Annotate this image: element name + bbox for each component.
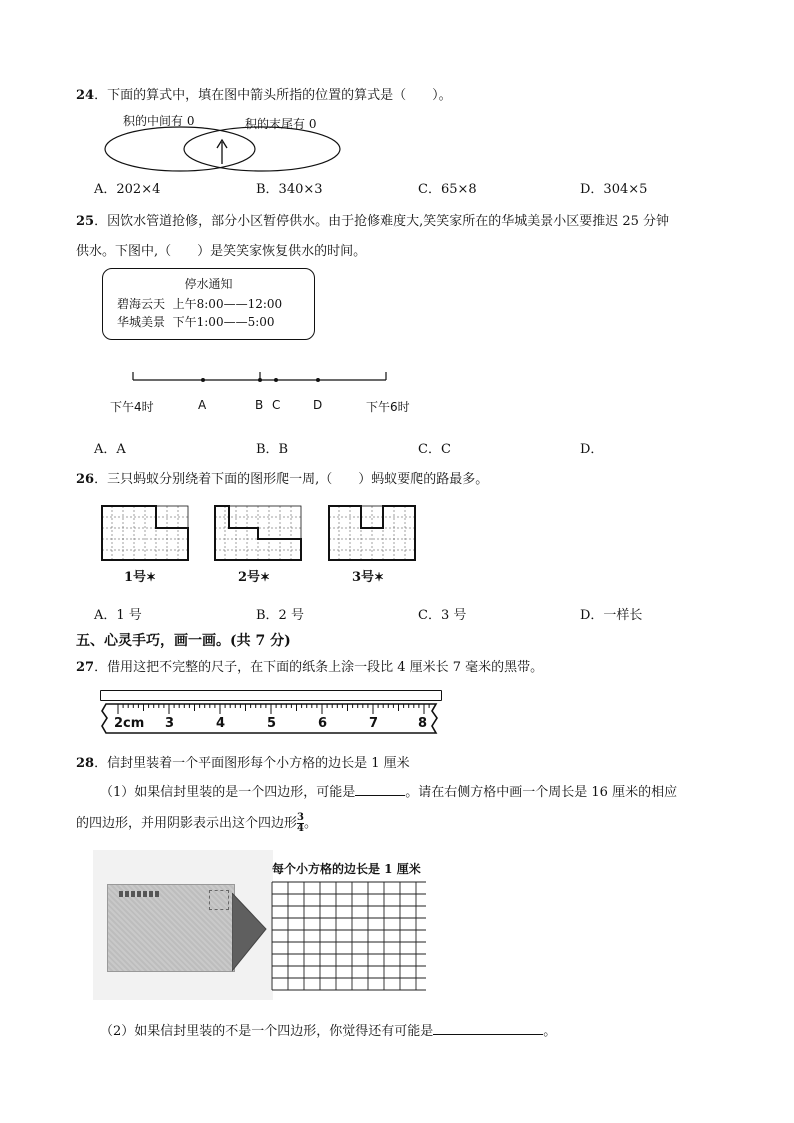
timeline-label-c: C [272,398,281,412]
q27-stem [76,656,543,675]
q26-text: ．三只蚂蚁分别绕着下面的图形爬一周,（ ）蚂蚁要爬的路最多。 [94,472,489,487]
figure-2-label [238,566,270,585]
timeline-point-c [274,378,278,382]
notice-row-2: 华城美景 下午1:00——5:00 [117,315,275,329]
q24-option-b[interactable]: B．340×3 [256,182,323,197]
venn-right-ellipse [184,127,340,171]
envelope-hidden-shape [232,893,268,973]
q26-option-a[interactable]: A．1 号 [94,608,142,623]
q28-part1-blank[interactable] [355,783,405,796]
q26-stem [76,468,488,487]
q25-option-b[interactable]: B．B [256,442,289,457]
q28-number: 28 [76,756,95,771]
stamp-box [209,890,229,910]
q27-number: 27 [76,660,95,675]
q24-stem [76,84,452,103]
ant-icon: ✶ [146,570,157,584]
q28-part1-line2: 的四边形，并用阴影表示出这个四边形 $\frac{3}{4}$ 。 [76,812,317,834]
q28-part1-text-b: 。请在右侧方格中画一个周长是 16 厘米的相应 [405,785,678,800]
q28-part1-text-c: 的四边形，并用阴影表示出这个四边形 [76,816,298,831]
q25-option-c[interactable]: C．C [418,442,451,457]
q28-part1-line1 [100,781,677,800]
q28-part2-blank[interactable] [433,1022,543,1035]
q28-part2 [100,1020,556,1039]
grid-caption: 每个小方格的边长是 1 厘米 [272,862,421,876]
timeline-label-b: B [255,398,264,412]
q28-text: ．信封里装着一个平面图形每个小方格的边长是 1 厘米 [94,756,410,771]
q28-part2-text-a: （2）如果信封里装的不是一个四边形，你觉得还有可能是 [100,1024,434,1039]
notice-row-1: 碧海云天 上午8:00——12:00 [117,297,283,311]
ruler-label-8: 8 [418,716,428,731]
q28-part2-text-b: 。 [543,1024,557,1039]
q26-option-d[interactable]: D．一样长 [580,608,643,623]
venn-right-label: 积的末尾有 0 [245,117,317,131]
ruler-label-3: 3 [165,716,175,731]
paper-strip[interactable] [100,690,442,701]
q26-option-c[interactable]: C．3 号 [418,608,467,623]
q25-stem-line2: 供水。下图中,（ ）是笑笑家恢复供水的时间。 [76,244,367,259]
timeline-point-b [258,378,262,382]
envelope-image [107,884,235,972]
drawing-grid[interactable] [270,880,426,994]
figure-1-label [124,566,156,585]
timeline-end-label: 下午6时 [366,400,410,414]
q24-number: 24 [76,88,95,103]
ant-icon: ✶ [260,570,271,584]
venn-left-ellipse [105,127,255,171]
figure-1-label-text: 1号 [124,570,147,585]
timeline-start-label: 下午4时 [110,400,154,414]
timeline-label-a: A [198,398,207,412]
figure-3-label-text: 3号 [352,570,375,585]
q25-text-line1: ．因饮水管道抢修，部分小区暂停供水。由于抢修难度大,笑笑家所在的华城美景小区要推迟 25 分钟 [94,214,670,229]
figure-3-grid [328,505,418,563]
q24-option-c[interactable]: C．65×8 [418,182,477,197]
postcode-boxes [119,891,159,897]
q25-stem-line1 [76,210,669,229]
timeline-point-a [201,378,205,382]
ruler-label-7: 7 [369,716,379,731]
q24-option-d[interactable]: D．304×5 [580,182,648,197]
figure-2-label-text: 2号 [238,570,261,585]
q26-number: 26 [76,472,95,487]
q28-stem [76,752,410,771]
timeline [130,370,392,390]
ruler-label-6: 6 [318,716,328,731]
fraction-denominator: 4 [297,823,304,834]
q24-option-a[interactable]: A．202×4 [94,182,161,197]
figure-2-grid [214,505,304,563]
ruler-label-5: 5 [267,716,277,731]
q26-option-b[interactable]: B．2 号 [256,608,304,623]
notice-title: 停水通知 [184,277,233,291]
fraction-numerator: 3 [297,812,304,823]
ruler-label-4: 4 [216,716,226,731]
timeline-label-d: D [313,398,323,412]
q25-option-a[interactable]: A．A [94,442,126,457]
ruler-label-2cm: 2cm [114,716,145,731]
q27-text: ．借用这把不完整的尺子，在下面的纸条上涂一段比 4 厘米长 7 毫米的黑带。 [94,660,544,675]
section-5-heading: 五、心灵手巧，画一画。(共 7 分) [76,633,291,649]
q25-option-d[interactable]: D． [580,442,604,457]
fraction-three-quarters [297,813,304,834]
ant-icon: ✶ [374,570,385,584]
figure-3-label [352,566,384,585]
q24-text: ．下面的算式中，填在图中箭头所指的位置的算式是（ ）。 [94,88,452,103]
timeline-point-d [316,378,320,382]
q25-number: 25 [76,214,95,229]
notice-box [102,268,315,340]
q28-part1-text-a: （1）如果信封里装的是一个四边形，可能是 [100,785,356,800]
venn-left-label: 积的中间有 0 [123,114,195,128]
figure-1-grid [101,505,191,563]
